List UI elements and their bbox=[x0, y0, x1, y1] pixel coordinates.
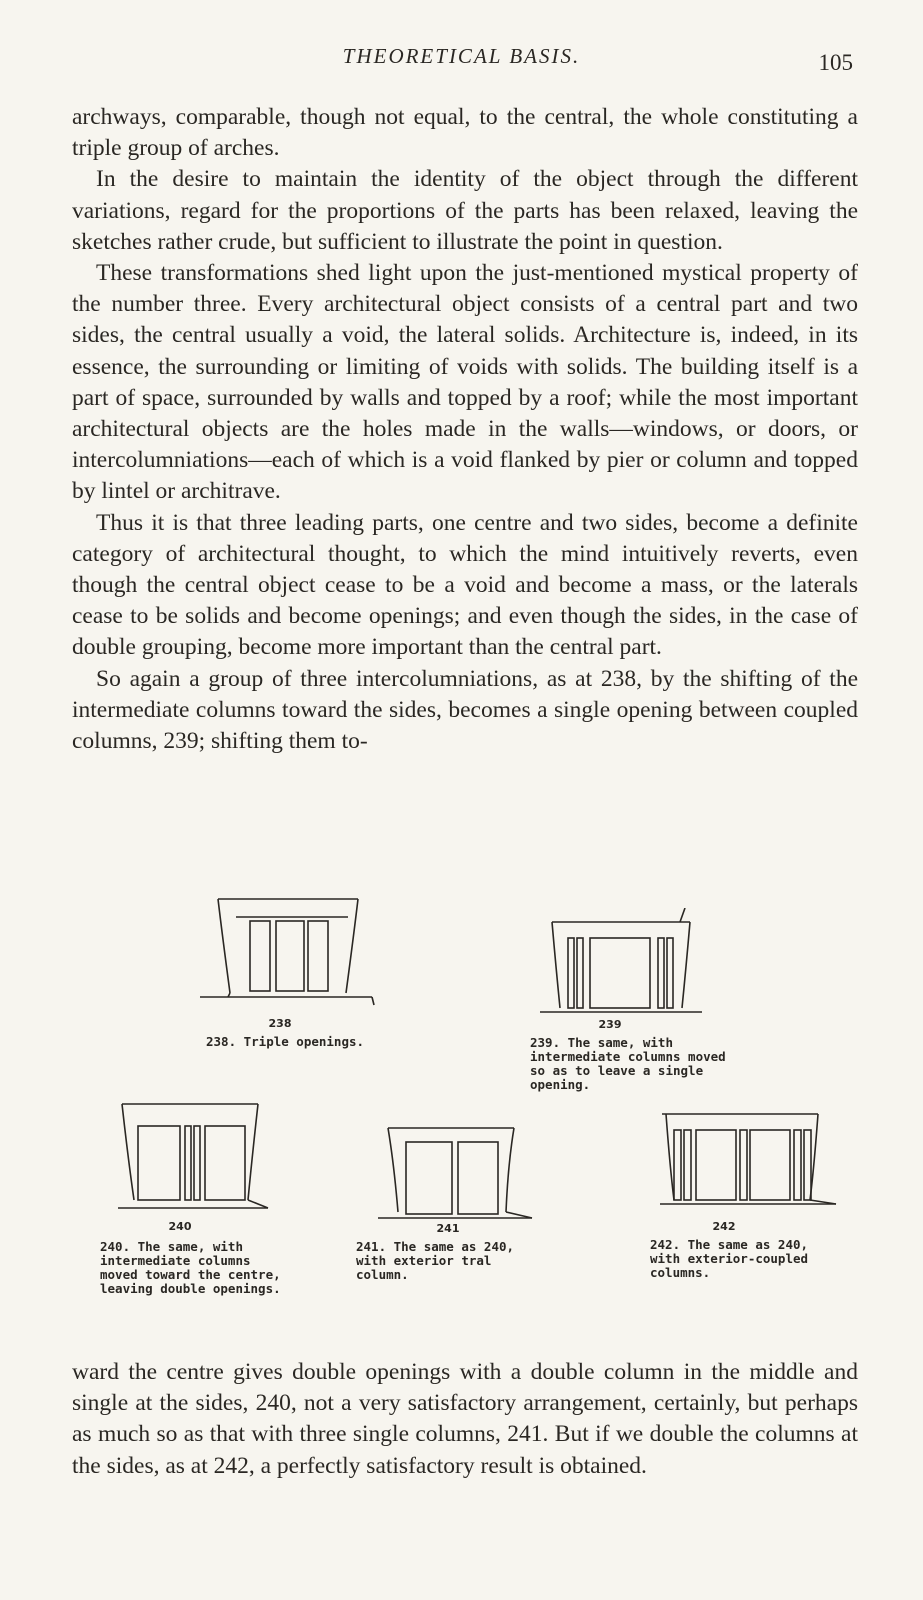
body-text-top bbox=[72, 102, 858, 757]
figure-242 bbox=[650, 1108, 840, 1280]
paragraph: So again a group of three intercolumniations, as at 238, by the shifting of the intermediate columns toward the sides, becomes a single opening between coupled columns, 239; shifting them to- bbox=[72, 665, 858, 755]
figure-242-drawing bbox=[660, 1108, 840, 1228]
figure-240-drawing bbox=[118, 1098, 278, 1228]
figure-238-caption: 238. Triple openings. bbox=[206, 1034, 365, 1049]
figure-240 bbox=[100, 1098, 281, 1296]
figure-242-caption: 242. The same as 240, with exterior-coupled columns. bbox=[650, 1237, 809, 1280]
figure-242-number: 242 bbox=[712, 1220, 736, 1233]
figure-239 bbox=[530, 908, 726, 1092]
paragraph: archways, comparable, though not equal, to the central, the whole constituting a triple group of arches. bbox=[72, 104, 858, 162]
paragraph: ward the centre gives double openings with a double column in the middle and single at the sides, 240, not a very satisfactory arrangement, certainly, but perhaps as much so as that with three single columns, 241. But if we double the columns at the sides, as at 242, a perfectly satisfactory result is obtained. bbox=[72, 1359, 858, 1479]
figure-239-drawing bbox=[540, 908, 710, 1026]
figure-240-caption: 240. The same, with intermediate columns moved toward the centre, leaving double openings. bbox=[100, 1239, 281, 1296]
paragraph: In the desire to maintain the identity of the object through the different variations, regard for the proportions of the parts has been relaxed, leaving the sketches rather crude, but sufficient to illustrate the point in question. bbox=[72, 166, 858, 255]
figure-241-number: 241 bbox=[436, 1222, 460, 1235]
page-number: 105 bbox=[818, 50, 853, 75]
figure-239-number: 239 bbox=[598, 1018, 622, 1031]
running-title: THEORETICAL BASIS. bbox=[342, 44, 581, 68]
figure-240-number: 240 bbox=[168, 1220, 192, 1233]
figure-241-caption: 241. The same as 240, with exterior tral column. bbox=[356, 1239, 515, 1282]
figure-238 bbox=[200, 893, 380, 1049]
paragraph: These transformations shed light upon the just-mentioned mystical property of the number three. Every architectural object consists of a central part and two sides, the central usually a void, the lateral solids. Architecture is, indeed, in its essence, the surrounding or limiting of voids with solids. The building itself is a part of space, surrounded by walls and topped by a roof; while the most important architectural objects are the holes made in the walls—windows, or doors, or intercolumniations—each of which is a void flanked by pier or column and topped by lintel or architrave. bbox=[72, 260, 858, 505]
figure-241 bbox=[356, 1124, 538, 1282]
paragraph: Thus it is that three leading parts, one centre and two sides, become a definite category of architectural thought, to which the mind intuitively reverts, even though the central object cease to be a void and become a mass, or the laterals cease to be solids and become openings; and even though the sides, in the case of double grouping, become more important than the central part. bbox=[72, 509, 858, 661]
figure-238-number: 238 bbox=[268, 1017, 292, 1030]
figure-241-drawing bbox=[378, 1124, 538, 1234]
body-text-bottom bbox=[72, 1357, 858, 1482]
figure-238-drawing bbox=[200, 893, 380, 1011]
figure-239-caption: 239. The same, with intermediate columns moved so as to leave a single opening. bbox=[530, 1035, 726, 1092]
